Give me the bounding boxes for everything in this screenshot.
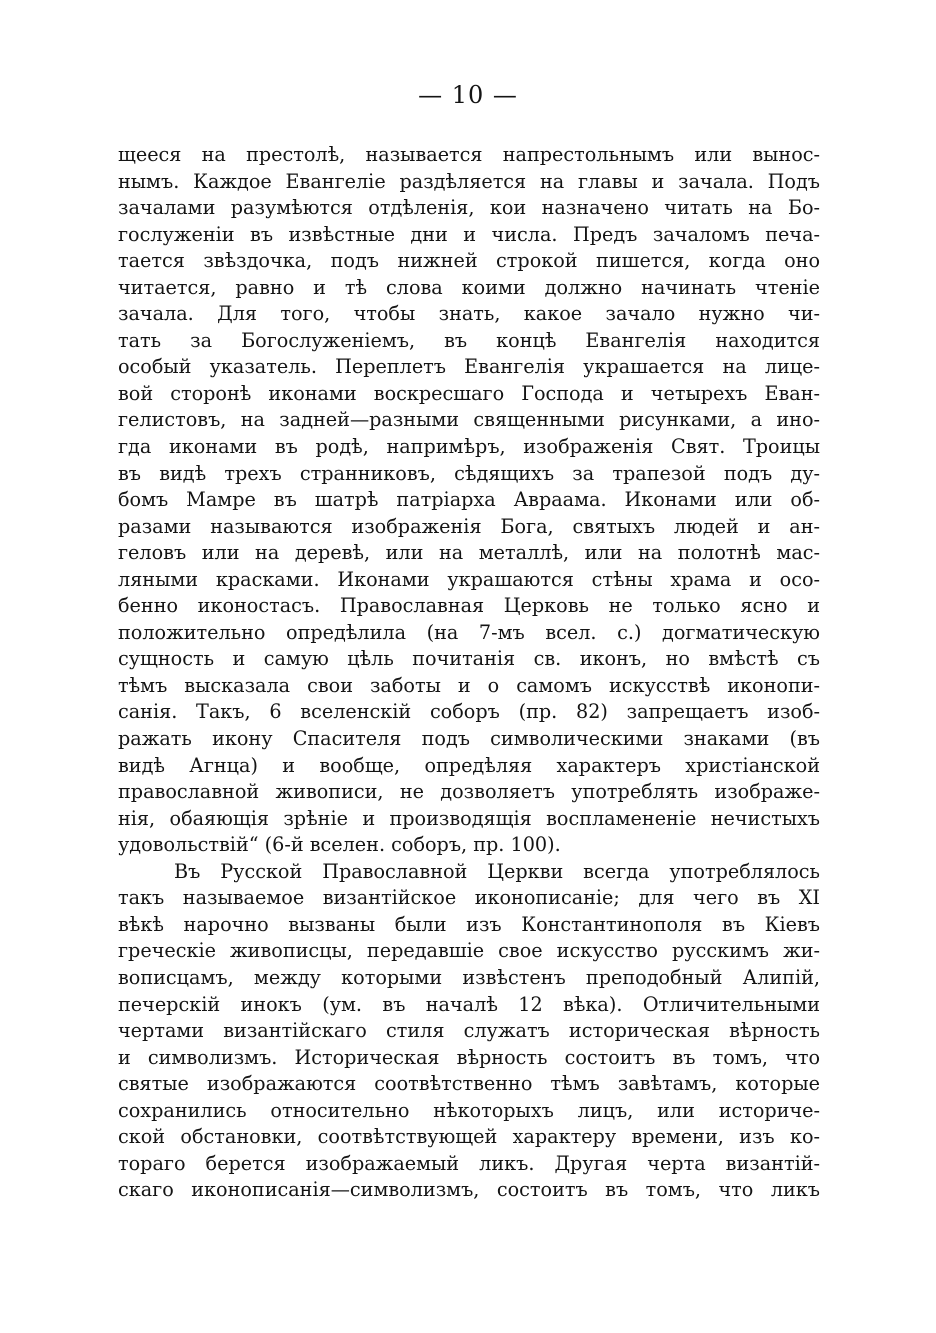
text-line: вой сторонѣ иконами воскресшаго Господа и четырехъ Еван- [118, 381, 820, 405]
text-line: геловъ или на деревѣ, или на металлѣ, или на полотнѣ мас- [118, 541, 820, 565]
text-line: скаго иконописанія—символизмъ, состоитъ въ томъ, что ликъ [118, 1178, 820, 1202]
text-line: тается звѣздочка, подъ нижней строкой пишется, когда оно [118, 249, 820, 273]
text-line: ражать икону Спасителя подъ символическими знаками (въ [118, 727, 820, 751]
text-line: въ видѣ трехъ странниковъ, сѣдящихъ за трапезой подъ ду- [118, 461, 820, 485]
text-line: и символизмъ. Историческая вѣрность состоитъ въ томъ, что [118, 1045, 820, 1069]
text-line: тать за Богослуженіемъ, въ концѣ Евангелія находится [118, 328, 820, 352]
paragraph-2 [118, 859, 820, 1204]
text-line: нымъ. Каждое Евангеліе раздѣляется на главы и зачала. Подъ [118, 169, 820, 193]
text-line: гда иконами въ родѣ, напримѣръ, изображенія Свят. Троицы [118, 435, 820, 459]
text-line: греческіе живописцы, передавшіе свое искусство русскимъ жи- [118, 939, 820, 963]
text-line: щееся на престолѣ, называется напрестольнымъ или вынос- [118, 143, 820, 166]
text-line: удовольствій“ (6-й вселен. соборъ, пр. 100). [118, 833, 561, 857]
page-number: — 10 — [418, 81, 518, 109]
text-line: тораго берется изображаемый ликъ. Другая черта византій- [118, 1151, 820, 1175]
text-line: тѣмъ высказала свои заботы и о самомъ искусствѣ иконопи- [118, 673, 820, 697]
text-line: православной живописи, не дозволяетъ употреблять изображе- [118, 780, 820, 804]
text-line: особый указатель. Переплетъ Евангелія украшается на лице- [118, 355, 820, 379]
text-line: вописцамъ, между которыми извѣстенъ преподобный Алипій, [118, 965, 820, 989]
text-line: такъ называемое византійское иконописаніе; для чего въ XI [118, 886, 820, 910]
text-line: вѣкѣ нарочно вызваны были изъ Константинополя въ Кіевъ [118, 912, 820, 936]
text-line: зачалами разумѣются отдѣленія, кои назначено читать на Бо- [118, 196, 820, 220]
text-line: гослуженіи въ извѣстные дни и числа. Предъ зачаломъ печа- [118, 222, 820, 246]
text-line: бомъ Мамре въ шатрѣ патріарха Авраама. Иконами или об- [118, 488, 820, 512]
text-line: бенно иконостасъ. Православная Церковь не только ясно и [118, 594, 820, 618]
text-line: зачала. Для того, чтобы знать, какое зачало нужно чи- [118, 302, 820, 326]
text-line: сущность и самую цѣль почитанія св. иконъ, но вмѣстѣ съ [118, 647, 820, 671]
text-line: нія, обаяющія зрѣніе и производящія воспламененіе нечистыхъ [118, 806, 820, 830]
text-line: видѣ Агнца) и вообще, опредѣляя характеръ христіанской [118, 753, 820, 777]
text-line: разами называются изображенія Бога, святыхъ людей и ан- [118, 514, 820, 538]
text-line: гелистовъ, на задней—разными священными рисунками, а ино- [118, 408, 820, 432]
text-line: сохранились относительно нѣкоторыхъ лицъ, или историче- [118, 1098, 820, 1122]
text-line: ской обстановки, соотвѣтствующей характеру времени, изъ ко- [118, 1125, 820, 1149]
text-line: читается, равно и тѣ слова коими должно начинать чтеніе [118, 275, 820, 299]
text-line: чертами византійскаго стиля служатъ историческая вѣрность [118, 1019, 820, 1043]
text-line: положительно опредѣлила (на 7-мъ всел. с.) догматическую [118, 620, 820, 644]
text-line: Въ Русской Православной Церкви всегда употреблялось [174, 859, 820, 883]
body-text [118, 142, 820, 1204]
text-line: печерскій инокъ (ум. въ началѣ 12 вѣка). Отличительными [118, 992, 820, 1016]
text-line: святые изображаются соотвѣтственно тѣмъ завѣтамъ, которые [118, 1072, 820, 1096]
text-line: санія. Такъ, 6 вселенскій соборъ (пр. 82) запрещаетъ изоб- [118, 700, 820, 724]
paragraph-1 [118, 142, 820, 859]
text-line: ляными красками. Иконами украшаются стѣны храма и осо- [118, 567, 820, 591]
